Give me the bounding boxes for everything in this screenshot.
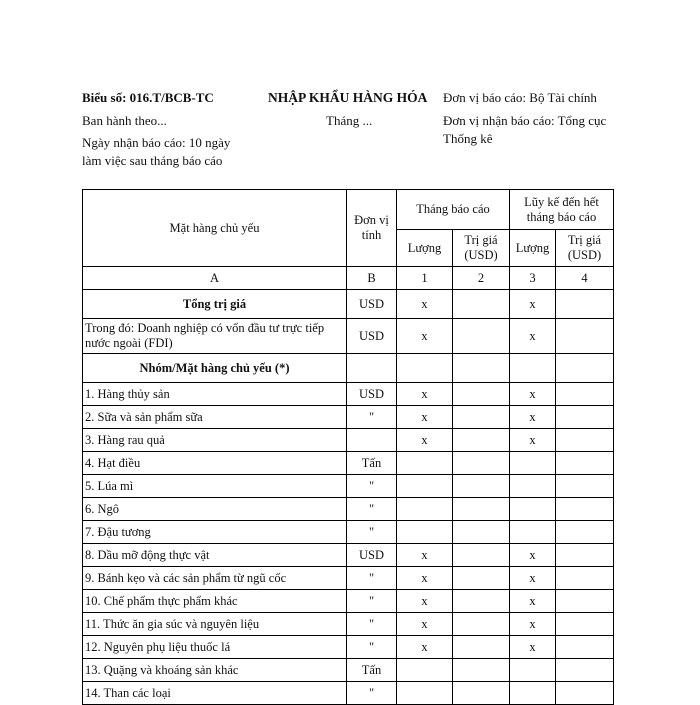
- item-name-cell: 10. Chế phẩm thực phẩm khác: [83, 590, 347, 613]
- cumulative-value-cell: [556, 613, 614, 636]
- cumulative-value-cell: [556, 319, 614, 354]
- month-qty-cell: x: [397, 290, 453, 319]
- receive-date: Ngày nhận báo cáo: 10 ngày làm việc sau tháng báo cáo: [82, 135, 231, 168]
- item-name-cell: 13. Quặng và khoáng sản khác: [83, 659, 347, 682]
- item-name-cell: 6. Ngô: [83, 498, 347, 521]
- month-value-cell: [453, 544, 510, 567]
- form-code: Biểu số: 016.T/BCB-TC: [82, 90, 214, 105]
- index-cell: 2: [453, 267, 510, 290]
- table-row: [83, 290, 614, 319]
- item-name-cell: 7. Đậu tương: [83, 521, 347, 544]
- month-value-cell: [453, 521, 510, 544]
- month-qty-cell: x: [397, 613, 453, 636]
- cumulative-value-cell: [556, 383, 614, 406]
- unit-cell: ": [347, 521, 397, 544]
- cumulative-qty-cell: [510, 682, 556, 705]
- unit-cell: ": [347, 475, 397, 498]
- month-qty-cell: [397, 475, 453, 498]
- cumulative-value-cell: [556, 521, 614, 544]
- month-value-header: Trị giá (USD): [453, 230, 510, 267]
- cumulative-value-cell: [556, 636, 614, 659]
- col-item-header: Mặt hàng chủ yếu: [83, 190, 347, 267]
- table-row: [83, 521, 614, 544]
- cumulative-value-cell: [556, 406, 614, 429]
- table-row: [83, 659, 614, 682]
- month-qty-cell: [397, 659, 453, 682]
- index-cell: 3: [510, 267, 556, 290]
- cumulative-value-cell: [556, 682, 614, 705]
- cumulative-value-cell: [556, 354, 614, 383]
- table-row: [83, 498, 614, 521]
- table-header-row: [83, 190, 614, 230]
- import-report-table: [82, 189, 614, 705]
- item-name-cell: 2. Sữa và sản phẩm sữa: [83, 406, 347, 429]
- cumulative-group-header: Lũy kế đến hết tháng báo cáo: [510, 190, 614, 230]
- unit-cell: USD: [347, 319, 397, 354]
- index-cell: 1: [397, 267, 453, 290]
- table-row: [83, 319, 614, 354]
- table-row: [83, 682, 614, 705]
- cumulative-qty-cell: [510, 659, 556, 682]
- cumulative-qty-cell: x: [510, 319, 556, 354]
- unit-cell: Tấn: [347, 659, 397, 682]
- item-name-cell: 9. Bánh kẹo và các sản phẩm từ ngũ cốc: [83, 567, 347, 590]
- unit-cell: [347, 429, 397, 452]
- table-row: [83, 406, 614, 429]
- issued-by: Ban hành theo...: [82, 113, 167, 128]
- cumulative-qty-cell: x: [510, 613, 556, 636]
- unit-cell: ": [347, 682, 397, 705]
- col-unit-header: Đơn vị tính: [347, 190, 397, 267]
- index-cell: B: [347, 267, 397, 290]
- month-qty-cell: x: [397, 567, 453, 590]
- cumulative-qty-cell: [510, 498, 556, 521]
- index-cell: A: [83, 267, 347, 290]
- cumulative-value-cell: [556, 475, 614, 498]
- unit-cell: USD: [347, 290, 397, 319]
- unit-cell: [347, 354, 397, 383]
- month-value-cell: [453, 682, 510, 705]
- receiving-unit: Đơn vị nhận báo cáo: Tổng cục Thống kê: [443, 113, 607, 146]
- unit-cell: ": [347, 498, 397, 521]
- table-row: [83, 452, 614, 475]
- month-qty-cell: [397, 682, 453, 705]
- month-qty-cell: [397, 354, 453, 383]
- unit-cell: Tấn: [347, 452, 397, 475]
- item-name-cell: Tổng trị giá: [83, 290, 347, 319]
- table-row: [83, 544, 614, 567]
- month-qty-cell: x: [397, 429, 453, 452]
- item-name-cell: Nhóm/Mặt hàng chủ yếu (*): [83, 354, 347, 383]
- item-name-cell: 12. Nguyên phụ liệu thuốc lá: [83, 636, 347, 659]
- cumulative-qty-cell: [510, 521, 556, 544]
- month-value-cell: [453, 290, 510, 319]
- month-value-cell: [453, 590, 510, 613]
- month-value-cell: [453, 383, 510, 406]
- cumulative-value-cell: [556, 567, 614, 590]
- unit-cell: ": [347, 406, 397, 429]
- unit-cell: ": [347, 636, 397, 659]
- unit-cell: ": [347, 567, 397, 590]
- item-name-cell: 4. Hạt điều: [83, 452, 347, 475]
- cumulative-qty-header: Lượng: [510, 230, 556, 267]
- unit-cell: ": [347, 613, 397, 636]
- cumulative-value-cell: [556, 544, 614, 567]
- cumulative-value-cell: [556, 290, 614, 319]
- item-name-cell: 1. Hàng thủy sản: [83, 383, 347, 406]
- month-qty-cell: x: [397, 590, 453, 613]
- report-month: Tháng ...: [326, 113, 373, 128]
- table-row: [83, 475, 614, 498]
- item-name-cell: 14. Than các loại: [83, 682, 347, 705]
- item-name-cell: Trong đó: Doanh nghiệp có vốn đầu tư trực tiếp nước ngoài (FDI): [83, 319, 347, 354]
- cumulative-qty-cell: x: [510, 290, 556, 319]
- month-qty-cell: [397, 521, 453, 544]
- cumulative-qty-cell: x: [510, 567, 556, 590]
- cumulative-value-cell: [556, 452, 614, 475]
- unit-cell: USD: [347, 544, 397, 567]
- document-title: NHẬP KHẨU HÀNG HÓA: [268, 90, 428, 105]
- table-row: [83, 354, 614, 383]
- month-qty-cell: x: [397, 544, 453, 567]
- month-value-cell: [453, 319, 510, 354]
- month-qty-header: Lượng: [397, 230, 453, 267]
- index-cell: 4: [556, 267, 614, 290]
- item-name-cell: 3. Hàng rau quả: [83, 429, 347, 452]
- unit-cell: USD: [347, 383, 397, 406]
- cumulative-qty-cell: [510, 354, 556, 383]
- month-value-cell: [453, 475, 510, 498]
- month-value-cell: [453, 452, 510, 475]
- month-qty-cell: x: [397, 383, 453, 406]
- month-value-cell: [453, 659, 510, 682]
- cumulative-qty-cell: x: [510, 429, 556, 452]
- cumulative-value-cell: [556, 659, 614, 682]
- cumulative-qty-cell: [510, 475, 556, 498]
- month-group-header: Tháng báo cáo: [397, 190, 510, 230]
- unit-cell: ": [347, 590, 397, 613]
- cumulative-qty-cell: x: [510, 590, 556, 613]
- table-row: [83, 567, 614, 590]
- item-name-cell: 8. Dầu mỡ động thực vật: [83, 544, 347, 567]
- cumulative-qty-cell: x: [510, 636, 556, 659]
- cumulative-value-cell: [556, 498, 614, 521]
- table-row: [83, 613, 614, 636]
- table-row: [83, 429, 614, 452]
- month-value-cell: [453, 354, 510, 383]
- month-qty-cell: x: [397, 319, 453, 354]
- cumulative-qty-cell: x: [510, 383, 556, 406]
- month-value-cell: [453, 406, 510, 429]
- table-row: [83, 636, 614, 659]
- table-row: [83, 590, 614, 613]
- month-value-cell: [453, 636, 510, 659]
- table-row: [83, 383, 614, 406]
- month-value-cell: [453, 613, 510, 636]
- index-row: [83, 267, 614, 290]
- month-qty-cell: x: [397, 406, 453, 429]
- month-qty-cell: [397, 498, 453, 521]
- cumulative-value-cell: [556, 590, 614, 613]
- month-value-cell: [453, 498, 510, 521]
- cumulative-qty-cell: x: [510, 406, 556, 429]
- month-qty-cell: [397, 452, 453, 475]
- item-name-cell: 11. Thức ăn gia súc và nguyên liệu: [83, 613, 347, 636]
- item-name-cell: 5. Lúa mì: [83, 475, 347, 498]
- month-qty-cell: x: [397, 636, 453, 659]
- reporting-unit: Đơn vị báo cáo: Bộ Tài chính: [443, 90, 597, 105]
- cumulative-value-header: Trị giá (USD): [556, 230, 614, 267]
- month-value-cell: [453, 567, 510, 590]
- cumulative-qty-cell: [510, 452, 556, 475]
- month-value-cell: [453, 429, 510, 452]
- cumulative-qty-cell: x: [510, 544, 556, 567]
- cumulative-value-cell: [556, 429, 614, 452]
